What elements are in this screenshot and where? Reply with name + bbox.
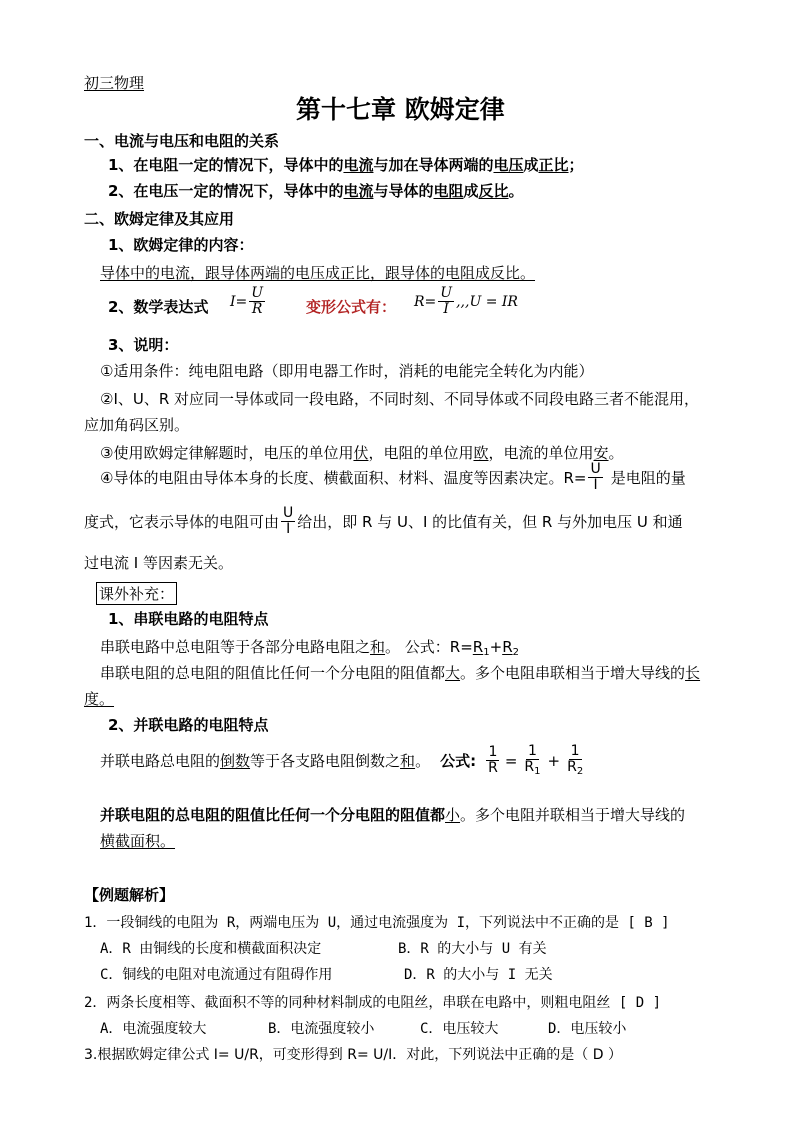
parallel-heading: 2、并联电路的电阻特点	[108, 716, 269, 734]
note-4-line1: ④导体的电阻由导体本身的长度、横截面积、材料、温度等因素决定。R= $\frac{U}{I}$ 是电阻的量	[100, 461, 686, 494]
parallel-line2: 并联电阻的总电阻的阻值比任何一个分电阻的阻值都小。多个电阻并联相当于增大导线的	[100, 806, 686, 824]
subject-label: 初三物理	[84, 74, 145, 92]
q1-option-b: B．R 的大小与 U 有关	[398, 941, 547, 957]
notes-label: 3、说明：	[108, 336, 179, 354]
parallel-line3: 横截面积。	[100, 832, 176, 850]
section2-heading: 二、欧姆定律及其应用	[84, 210, 235, 228]
ohm-law-content-text: 导体中的电流，跟导体两端的电压成正比，跟导体的电阻成反比。	[100, 264, 536, 282]
note-3: ③使用欧姆定律解题时，电压的单位用伏，电阻的单位用欧，电流的单位用安。	[100, 444, 624, 462]
page-title: 第十七章 欧姆定律	[296, 95, 505, 124]
series-line1: 串联电路中总电阻等于各部分电路电阻之和。 公式：$R=R_1+R_2$	[100, 638, 519, 658]
section1-heading: 一、电流与电压和电阻的关系	[84, 132, 280, 150]
series-line3: 度。	[84, 690, 115, 708]
extra-label: 课外补充：	[96, 582, 177, 605]
note-4-line3: 过电流 I 等因素无关。	[84, 554, 233, 572]
ohm-law-content-label: 1、欧姆定律的内容：	[108, 236, 254, 254]
section1-item2: 2、在电压一定的情况下，导体中的电流与导体的电阻成反比。	[108, 182, 524, 200]
q2-option-b: B．电流强度较小	[268, 1021, 375, 1037]
note-2-line2: 应加角码区别。	[84, 416, 190, 434]
q2-option-d: D．电压较小	[548, 1021, 627, 1037]
question-2: 2．两条长度相等、截面积不等的同种材料制成的电阻丝，串联在电路中，则粗电阻丝 [ D ]	[84, 995, 661, 1011]
question-1: 1．一段铜线的电阻为 R，两端电压为 U，通过电流强度为 I，下列说法中不正确的是 [ B ]	[84, 915, 670, 931]
variant-label: 变形公式有：	[306, 298, 397, 316]
note-2-line1: ②I、U、R 对应同一导体或同一段电路，不同时刻、不同导体或不同段电路三者不能混用，	[100, 390, 700, 408]
parallel-line1: 并联电路总电阻的 倒数 等于各支路电阻倒数之 和 。 公式: $\frac{1}{R}$ = $\frac{1}{R_1}$ + $\frac{1}{R_2}$	[100, 743, 584, 778]
q1-option-c: C．铜线的电阻对电流通过有阻碍作用	[100, 967, 333, 983]
question-3: 3.根据欧姆定律公式 I= U/R，可变形得到 R= U/I．对此，下列说法中正确的是（ D ）	[84, 1047, 622, 1063]
ohm-formula: I= $\frac{U}{R}$	[230, 285, 264, 318]
note-4-line2: 度式，它表示导体的电阻可由 $\frac{U}{I}$ 给出，即 R 与 U、I 的比值有关，但 R 与外加电压 U 和通	[84, 505, 683, 538]
variant-formula: R= $\frac{U}{I}$ ,,,U = IR	[414, 285, 518, 318]
q2-option-c: C．电压较大	[420, 1021, 499, 1037]
examples-label: 【例题解析】	[84, 886, 175, 904]
note-1: ①适用条件：纯电阻电路（即用电器工作时，消耗的电能完全转化为内能）	[100, 362, 594, 380]
q1-option-d: D．R 的大小与 I 无关	[404, 967, 553, 983]
series-heading: 1、串联电路的电阻特点	[108, 610, 269, 628]
section1-item1: 1、在电阻一定的情况下，导体中的电流与加在导体两端的电压成正比；	[108, 156, 584, 174]
series-line2: 串联电阻的总电阻的阻值比任何一个分电阻的阻值都大。多个电阻串联相当于增大导线的长	[100, 664, 701, 682]
q2-option-a: A．电流强度较大	[100, 1021, 207, 1037]
q1-option-a: A．R 由铜线的长度和横截面积决定	[100, 941, 322, 957]
formula-label: 2、数学表达式	[108, 298, 209, 316]
